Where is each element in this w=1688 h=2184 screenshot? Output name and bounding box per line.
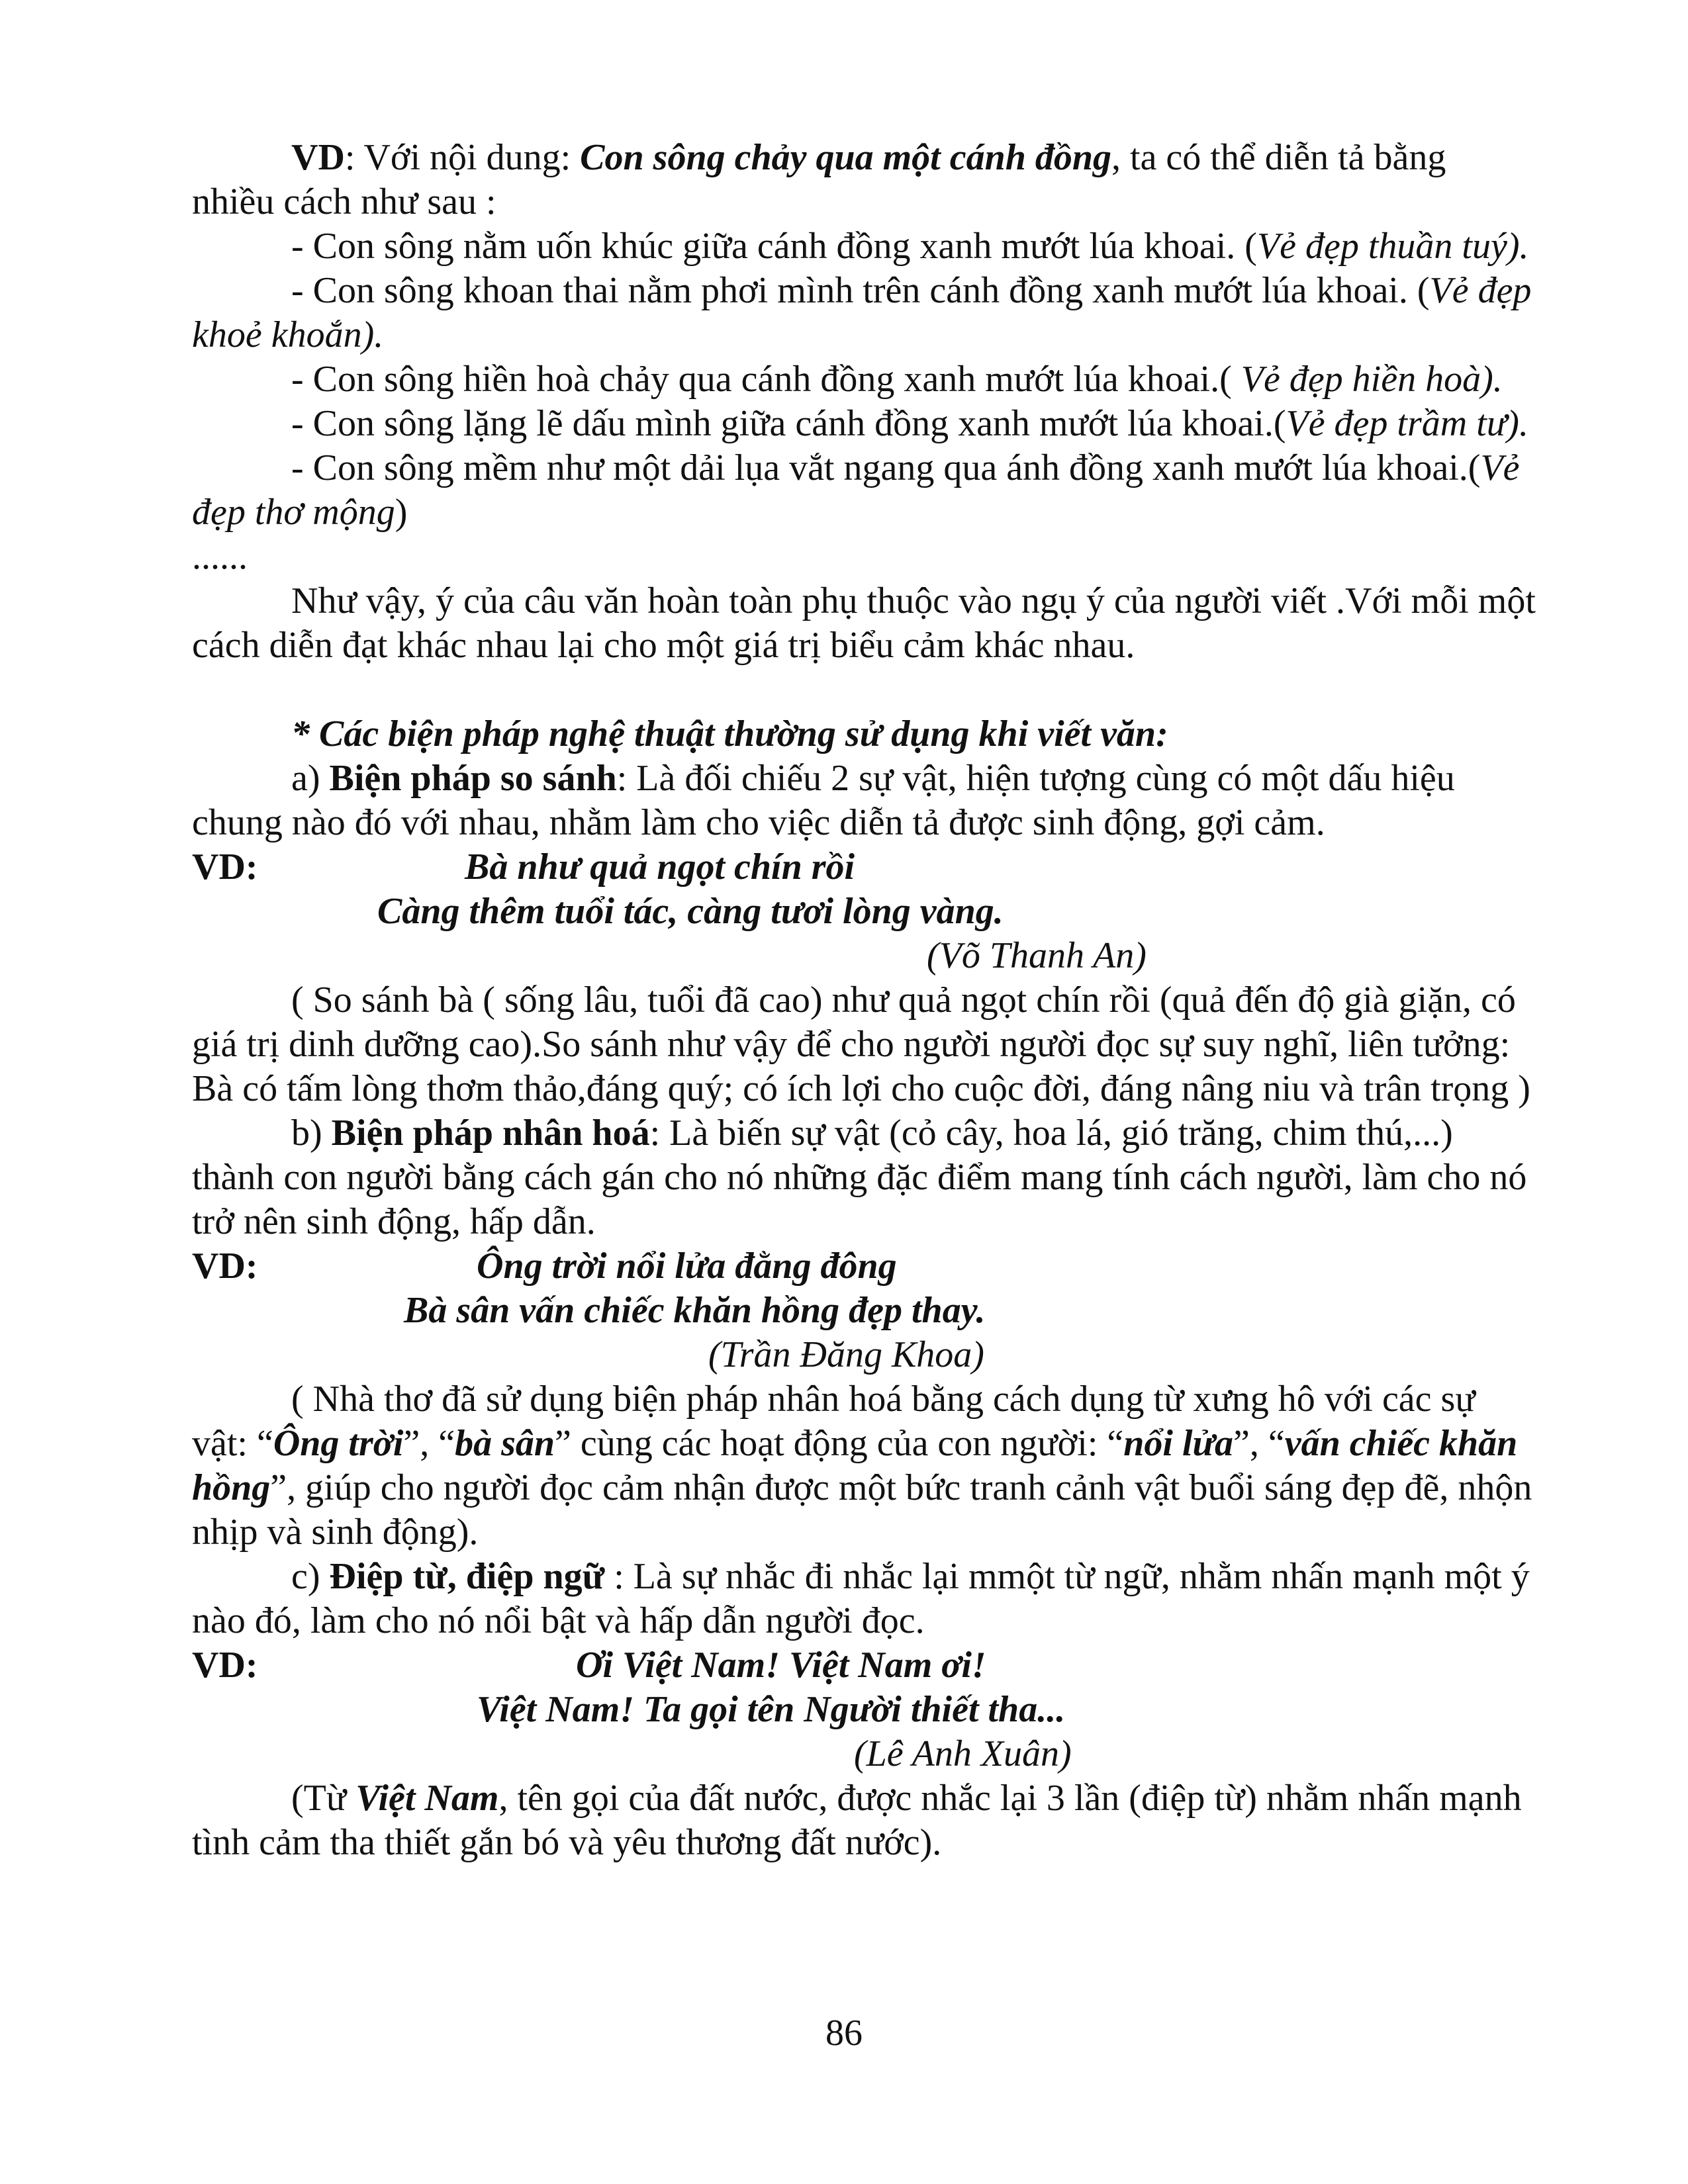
technique-name: Biện pháp so sánh bbox=[329, 758, 617, 799]
spacer bbox=[192, 668, 1536, 712]
explanation-text: ”, giúp cho người đọc cảm nhận được một bức tranh cảnh vật buổi sáng đẹp đẽ, nhộn nhịp và sinh động). bbox=[192, 1467, 1532, 1553]
technique-prefix: c) bbox=[291, 1556, 330, 1597]
verse-line: Càng thêm tuổi tác, càng tươi lòng vàng. bbox=[377, 891, 1004, 932]
explanation-text: ”, “ bbox=[403, 1423, 455, 1464]
technique-b-author bbox=[192, 1333, 1536, 1377]
explanation-text: ”, “ bbox=[1233, 1423, 1285, 1464]
technique-definition: : Là đối chiếu 2 sự vật, hiện tượng cùng có một dấu hiệu chung nào đó với nhau, nhằm làm cho việc diễn tả được sinh động, gợi cảm. bbox=[192, 758, 1455, 843]
technique-name: Điệp từ, điệp ngữ bbox=[329, 1556, 605, 1597]
example-text: - Con sông mềm như một dải lụa vắt ngang qua ánh đồng xanh mướt lúa khoai.( bbox=[291, 447, 1481, 488]
explanation-text: ” cùng các hoạt động của con người: “ bbox=[555, 1423, 1124, 1464]
technique-prefix: b) bbox=[291, 1113, 332, 1154]
verse-line: Ơi Việt Nam! Việt Nam ơi! bbox=[576, 1645, 986, 1686]
example-note: Vẻ đẹp thơ mộng bbox=[192, 447, 1520, 533]
intro-topic: Con sông chảy qua một cánh đồng bbox=[580, 137, 1112, 178]
technique-a-author bbox=[192, 934, 1536, 978]
technique-b-verse-2 bbox=[192, 1289, 1536, 1333]
technique-prefix: a) bbox=[291, 758, 330, 799]
author-credit: (Trần Đăng Khoa) bbox=[708, 1334, 984, 1375]
author-credit: (Võ Thanh An) bbox=[927, 935, 1147, 976]
explanation-text: (Từ bbox=[291, 1778, 356, 1819]
example-text: - Con sông khoan thai nằm phơi mình trên cánh đồng xanh mướt lúa khoai. ( bbox=[291, 270, 1430, 311]
technique-c-definition bbox=[192, 1555, 1536, 1643]
intro-text-end: , ta có thể diễn tả bằng nhiều cách như sau : bbox=[192, 137, 1446, 222]
explanation-emphasis: nổi lửa bbox=[1123, 1423, 1234, 1464]
explanation-emphasis: Ông trời bbox=[273, 1423, 404, 1464]
technique-name: Biện pháp nhân hoá bbox=[331, 1113, 650, 1154]
example-line bbox=[192, 224, 1536, 269]
example-line bbox=[192, 357, 1536, 402]
vd-label: VD: bbox=[192, 1645, 258, 1686]
example-note: Vẻ đẹp khoẻ khoắn). bbox=[192, 270, 1532, 355]
explanation-text: , tên gọi của đất nước, được nhắc lại 3 lần (điệp từ) nhằm nhấn mạnh tình cảm tha thiết gắn bó và yêu thương đất nước). bbox=[192, 1778, 1522, 1863]
section-heading: * Các biện pháp nghệ thuật thường sử dụng khi viết văn: bbox=[291, 713, 1168, 754]
technique-c-author bbox=[192, 1732, 1536, 1776]
ellipsis: ...... bbox=[192, 536, 248, 577]
author-credit: (Lê Anh Xuân) bbox=[854, 1733, 1072, 1774]
explanation-emphasis: Việt Nam bbox=[355, 1778, 499, 1819]
vd-label: VD bbox=[291, 137, 345, 178]
technique-a-definition bbox=[192, 756, 1536, 845]
technique-b-definition bbox=[192, 1111, 1536, 1244]
conclusion-paragraph: Như vậy, ý của câu văn hoàn toàn phụ thuộc vào ngụ ý của người viết .Với mỗi một cách diễn đạt khác nhau lại cho một giá trị biểu cảm khác nhau. bbox=[192, 580, 1536, 666]
technique-c-verse-1 bbox=[192, 1643, 1536, 1688]
verse-line: Bà sân vấn chiếc khăn hồng đẹp thay. bbox=[404, 1290, 986, 1331]
example-note: Vẻ đẹp trầm tư). bbox=[1286, 403, 1528, 444]
example-line bbox=[192, 446, 1536, 535]
technique-definition: : Là sự nhắc đi nhắc lại mmột từ ngữ, nhằm nhấn mạnh một ý nào đó, làm cho nó nổi bật và hấp dẫn người đọc. bbox=[192, 1556, 1530, 1641]
technique-c-verse-2 bbox=[192, 1688, 1536, 1732]
technique-definition: : Là biến sự vật (cỏ cây, hoa lá, gió trăng, chim thú,...) thành con người bằng cách gán cho nó những đặc điểm mang tính cách người, làm cho nó trở nên sinh động, hấp dẫn. bbox=[192, 1113, 1527, 1242]
example-note: Vẻ đẹp thuần tuý). bbox=[1256, 226, 1529, 267]
verse-line: Ông trời nổi lửa đằng đông bbox=[477, 1246, 897, 1287]
example-close: ) bbox=[395, 492, 408, 533]
vd-label: VD: bbox=[192, 1246, 258, 1287]
vd-label: VD: bbox=[192, 846, 258, 887]
explanation-emphasis: bà sân bbox=[455, 1423, 555, 1464]
example-line bbox=[192, 402, 1536, 446]
technique-b-explanation bbox=[192, 1377, 1536, 1555]
example-text: - Con sông hiền hoà chảy qua cánh đồng xanh mướt lúa khoai.( bbox=[291, 359, 1241, 400]
technique-a-verse-1 bbox=[192, 845, 1536, 889]
example-note: Vẻ đẹp hiền hoà). bbox=[1241, 359, 1503, 400]
example-line bbox=[192, 269, 1536, 357]
technique-c-explanation bbox=[192, 1776, 1536, 1865]
intro-paragraph bbox=[192, 136, 1536, 224]
example-text: - Con sông nằm uốn khúc giữa cánh đồng xanh mướt lúa khoai. ( bbox=[291, 226, 1257, 267]
technique-a-verse-2 bbox=[192, 889, 1536, 934]
page-number: 86 bbox=[825, 2013, 863, 2054]
explanation-text: ( Nhà thơ đã sử dụng biện pháp nhân hoá bằng cách dụng từ xưng hô với các sự vật: “ bbox=[192, 1379, 1476, 1464]
verse-line: Bà như quả ngọt chín rồi bbox=[465, 846, 855, 887]
technique-a-explanation: ( So sánh bà ( sống lâu, tuổi đã cao) như quả ngọt chín rồi (quả đến độ già giặn, có giá trị dinh dưỡng cao).So sánh như vậy để cho người người đọc sự suy nghĩ, liên tưởng: Bà có tấm lòng thơm thảo,đáng quý; có ích lợi cho cuộc đời, đáng nâng niu và trân trọng ) bbox=[192, 979, 1530, 1109]
explanation-emphasis: vấn chiếc khăn hồng bbox=[192, 1423, 1518, 1508]
intro-text: : Với nội dung: bbox=[344, 137, 581, 178]
document-page bbox=[192, 136, 1536, 1865]
verse-line: Việt Nam! Ta gọi tên Người thiết tha... bbox=[477, 1689, 1066, 1730]
technique-b-verse-1 bbox=[192, 1244, 1536, 1289]
example-text: - Con sông lặng lẽ dấu mình giữa cánh đồng xanh mướt lúa khoai.( bbox=[291, 403, 1286, 444]
